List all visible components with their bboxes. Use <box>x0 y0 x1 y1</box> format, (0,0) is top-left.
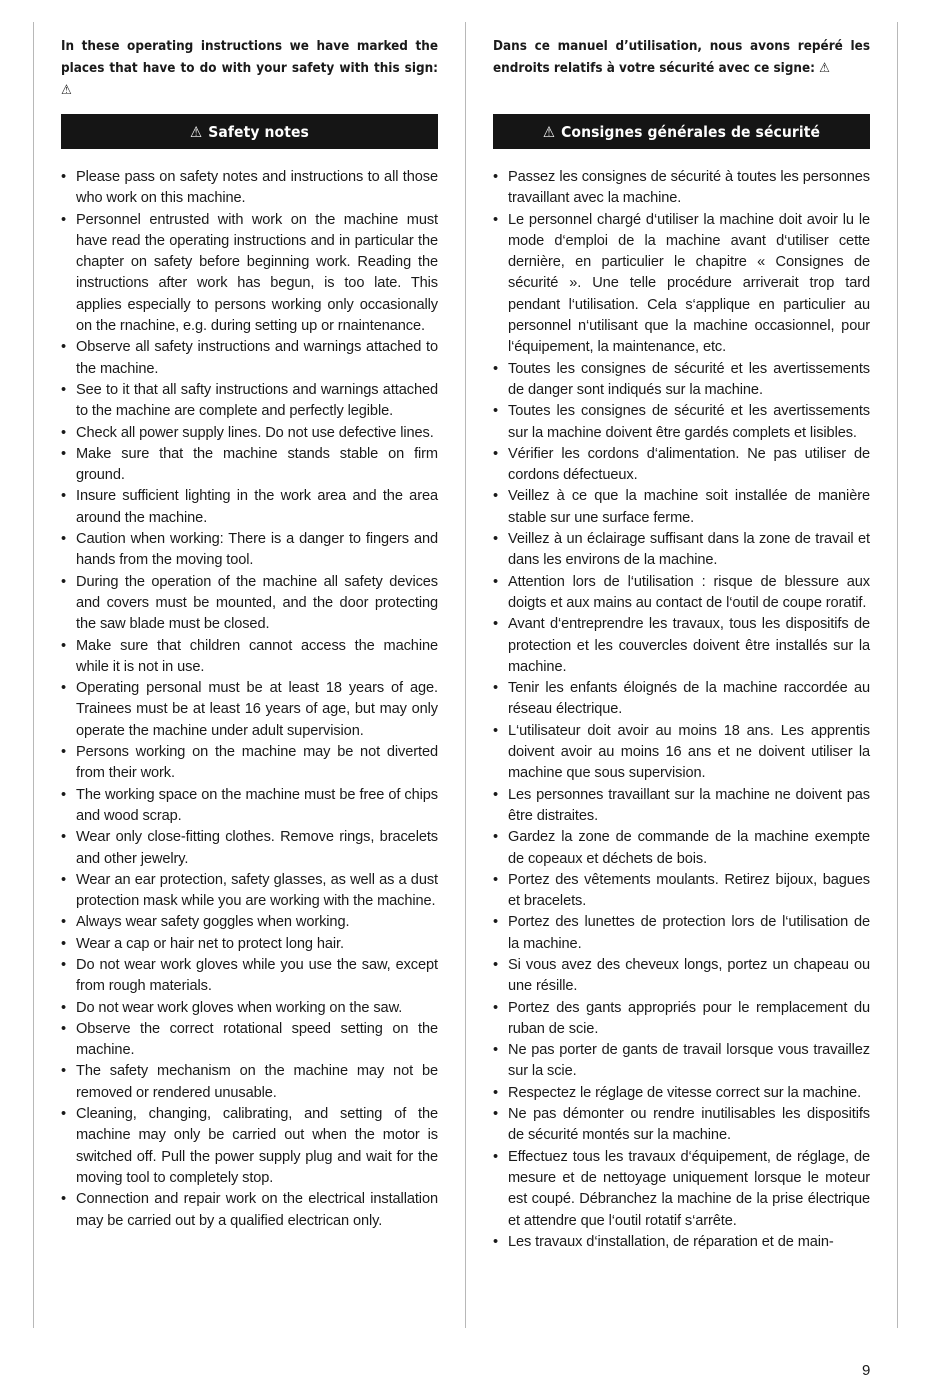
warning-triangle-icon: ⚠ <box>542 122 556 141</box>
list-item: • Portez des lunettes de protection lors de l‘utilisation de la machine. <box>493 912 870 955</box>
list-item: • Les travaux d‘installation, de réparation et de main- <box>493 1232 870 1253</box>
list-item: • Toutes les consignes de sécurité et les avertissements de danger sont indiqués sur la machine. <box>493 359 870 402</box>
list-item: • Do not wear work gloves when working on the saw. <box>61 998 438 1019</box>
list-item: • Connection and repair work on the electrical installation may be carried out by a qualified electrican only. <box>61 1189 438 1232</box>
list-item: • Wear a cap or hair net to protect long hair. <box>61 934 438 955</box>
english-column <box>61 36 438 1232</box>
warning-triangle-icon: ⚠ <box>819 61 830 76</box>
list-item: • Observe the correct rotational speed setting on the machine. <box>61 1019 438 1062</box>
list-item: • Wear only close-fitting clothes. Remove rings, bracelets and other jewelry. <box>61 827 438 870</box>
list-item: • Tenir les enfants éloignés de la machine raccordée au réseau électrique. <box>493 678 870 721</box>
list-item: • Observe all safety instructions and warnings attached to the machine. <box>61 337 438 380</box>
list-item: • Avant d‘entreprendre les travaux, tous les dispositifs de protection et les couvercles doivent être installés sur la machine. <box>493 614 870 678</box>
list-item: • Wear an ear protection, safety glasses, as well as a dust protection mask while you are working with the machine. <box>61 870 438 913</box>
list-item: • L‘utilisateur doit avoir au moins 18 ans. Les apprentis doivent avoir au moins 16 ans et ne doivent utiliser la machine que sous supervision. <box>493 721 870 785</box>
list-item: • Persons working on the machine may be not diverted from their work. <box>61 742 438 785</box>
warning-triangle-icon: ⚠ <box>190 122 203 141</box>
list-item: • Veillez à un éclairage suffisant dans la zone de travail et dans les environs de la machine. <box>493 529 870 572</box>
list-item: • Attention lors de l‘utilisation : risque de blessure aux doigts et aux mains au contact de l‘outil de coupe roratif. <box>493 572 870 615</box>
french-intro: Dans ce manuel d’utilisation, nous avons repéré les endroits relatifs à votre sécurité avec ce signe: ⚠ <box>493 36 870 114</box>
list-item: • Operating personal must be at least 18 years of age. Trainees must be at least 16 years of age, but may only operate the machine under adult supervision. <box>61 678 438 742</box>
list-item: • Please pass on safety notes and instructions to all those who work on this machine. <box>61 167 438 210</box>
french-section-header <box>493 114 870 149</box>
list-item: • Veillez à ce que la machine soit installée de manière stable sur une surface ferme. <box>493 486 870 529</box>
list-item: • Check all power supply lines. Do not use defective lines. <box>61 423 438 444</box>
list-item: • Personnel entrusted with work on the machine must have read the operating instructions and in particular the chapter on safety before beginning work. Reading the instructions after work has begun, is too late. This applies especially to persons working only occasionally on the rnachine, e.g. during setting up or rnaintenance. <box>61 210 438 338</box>
page-number: 9 <box>862 1362 871 1379</box>
english-section-header <box>61 114 438 149</box>
list-item: • Passez les consignes de sécurité à toutes les personnes travaillant avec la machine. <box>493 167 870 210</box>
column-divider-line <box>465 22 466 1328</box>
french-safety-list <box>493 167 870 1253</box>
list-item: • Ne pas porter de gants de travail lorsque vous travaillez sur la scie. <box>493 1040 870 1083</box>
list-item: • Le personnel chargé d‘utiliser la machine doit avoir lu le mode d‘emploi de la machine avant d‘utiliser cette dernière, en particulier le chapitre « Consignes de sécurité ». Une telle procédure arriverait trop tard pendant l‘utilisation. Cela s‘applique en particulier au personnel n‘utilisant que la machine occasionnel, pour l‘équipement, la maintenance, etc. <box>493 210 870 359</box>
list-item: • Caution when working: There is a danger to fingers and hands from the moving tool. <box>61 529 438 572</box>
list-item: • Portez des vêtements moulants. Retirez bijoux, bagues et bracelets. <box>493 870 870 913</box>
warning-triangle-icon: ⚠ <box>61 83 72 98</box>
french-column <box>493 36 870 1253</box>
french-section-title: Consignes générales de sécurité <box>561 122 821 141</box>
english-intro: In these operating instructions we have marked the places that have to do with your safety with this sign: ⚠ <box>61 36 438 114</box>
list-item: • Vérifier les cordons d‘alimentation. Ne pas utiliser de cordons défectueux. <box>493 444 870 487</box>
english-safety-list <box>61 167 438 1232</box>
list-item: • Make sure that children cannot access the machine while it is not in use. <box>61 636 438 679</box>
list-item: • The working space on the machine must be free of chips and wood scrap. <box>61 785 438 828</box>
list-item: • The safety mechanism on the machine may not be removed or rendered unusable. <box>61 1061 438 1104</box>
list-item: • Gardez la zone de commande de la machine exempte de copeaux et déchets de bois. <box>493 827 870 870</box>
list-item: • Respectez le réglage de vitesse correct sur la machine. <box>493 1083 870 1104</box>
list-item: • Toutes les consignes de sécurité et les avertissements sur la machine doivent être gardés complets et lisibles. <box>493 401 870 444</box>
left-border-line <box>33 22 34 1328</box>
list-item: • Effectuez tous les travaux d‘équipement, de réglage, de mesure et de nettoyage uniquement lorsque le moteur est coupé. Débranchez la machine de la prise électrique et attendre que l‘outil rotatif s‘arrête. <box>493 1147 870 1232</box>
list-item: • Si vous avez des cheveux longs, portez un chapeau ou une résille. <box>493 955 870 998</box>
right-border-line <box>897 22 898 1328</box>
list-item: • Always wear safety goggles when working. <box>61 912 438 933</box>
list-item: • During the operation of the machine all safety devices and covers must be mounted, and the door protecting the saw blade must be closed. <box>61 572 438 636</box>
list-item: • Insure sufficient lighting in the work area and the area around the machine. <box>61 486 438 529</box>
list-item: • Cleaning, changing, calibrating, and setting of the machine may only be carried out when the motor is switched off. Pull the power supply plug and wait for the moving tool to completely stop. <box>61 1104 438 1189</box>
english-section-title: Safety notes <box>208 122 309 141</box>
list-item: • Les personnes travaillant sur la machine ne doivent pas être distraites. <box>493 785 870 828</box>
list-item: • See to it that all safty instructions and warnings attached to the machine are complete and perfectly legible. <box>61 380 438 423</box>
list-item: • Ne pas démonter ou rendre inutilisables les dispositifs de sécurité montés sur la machine. <box>493 1104 870 1147</box>
list-item: • Portez des gants appropriés pour le remplacement du ruban de scie. <box>493 998 870 1041</box>
list-item: • Make sure that the machine stands stable on firm ground. <box>61 444 438 487</box>
list-item: • Do not wear work gloves while you use the saw, except from rough materials. <box>61 955 438 998</box>
